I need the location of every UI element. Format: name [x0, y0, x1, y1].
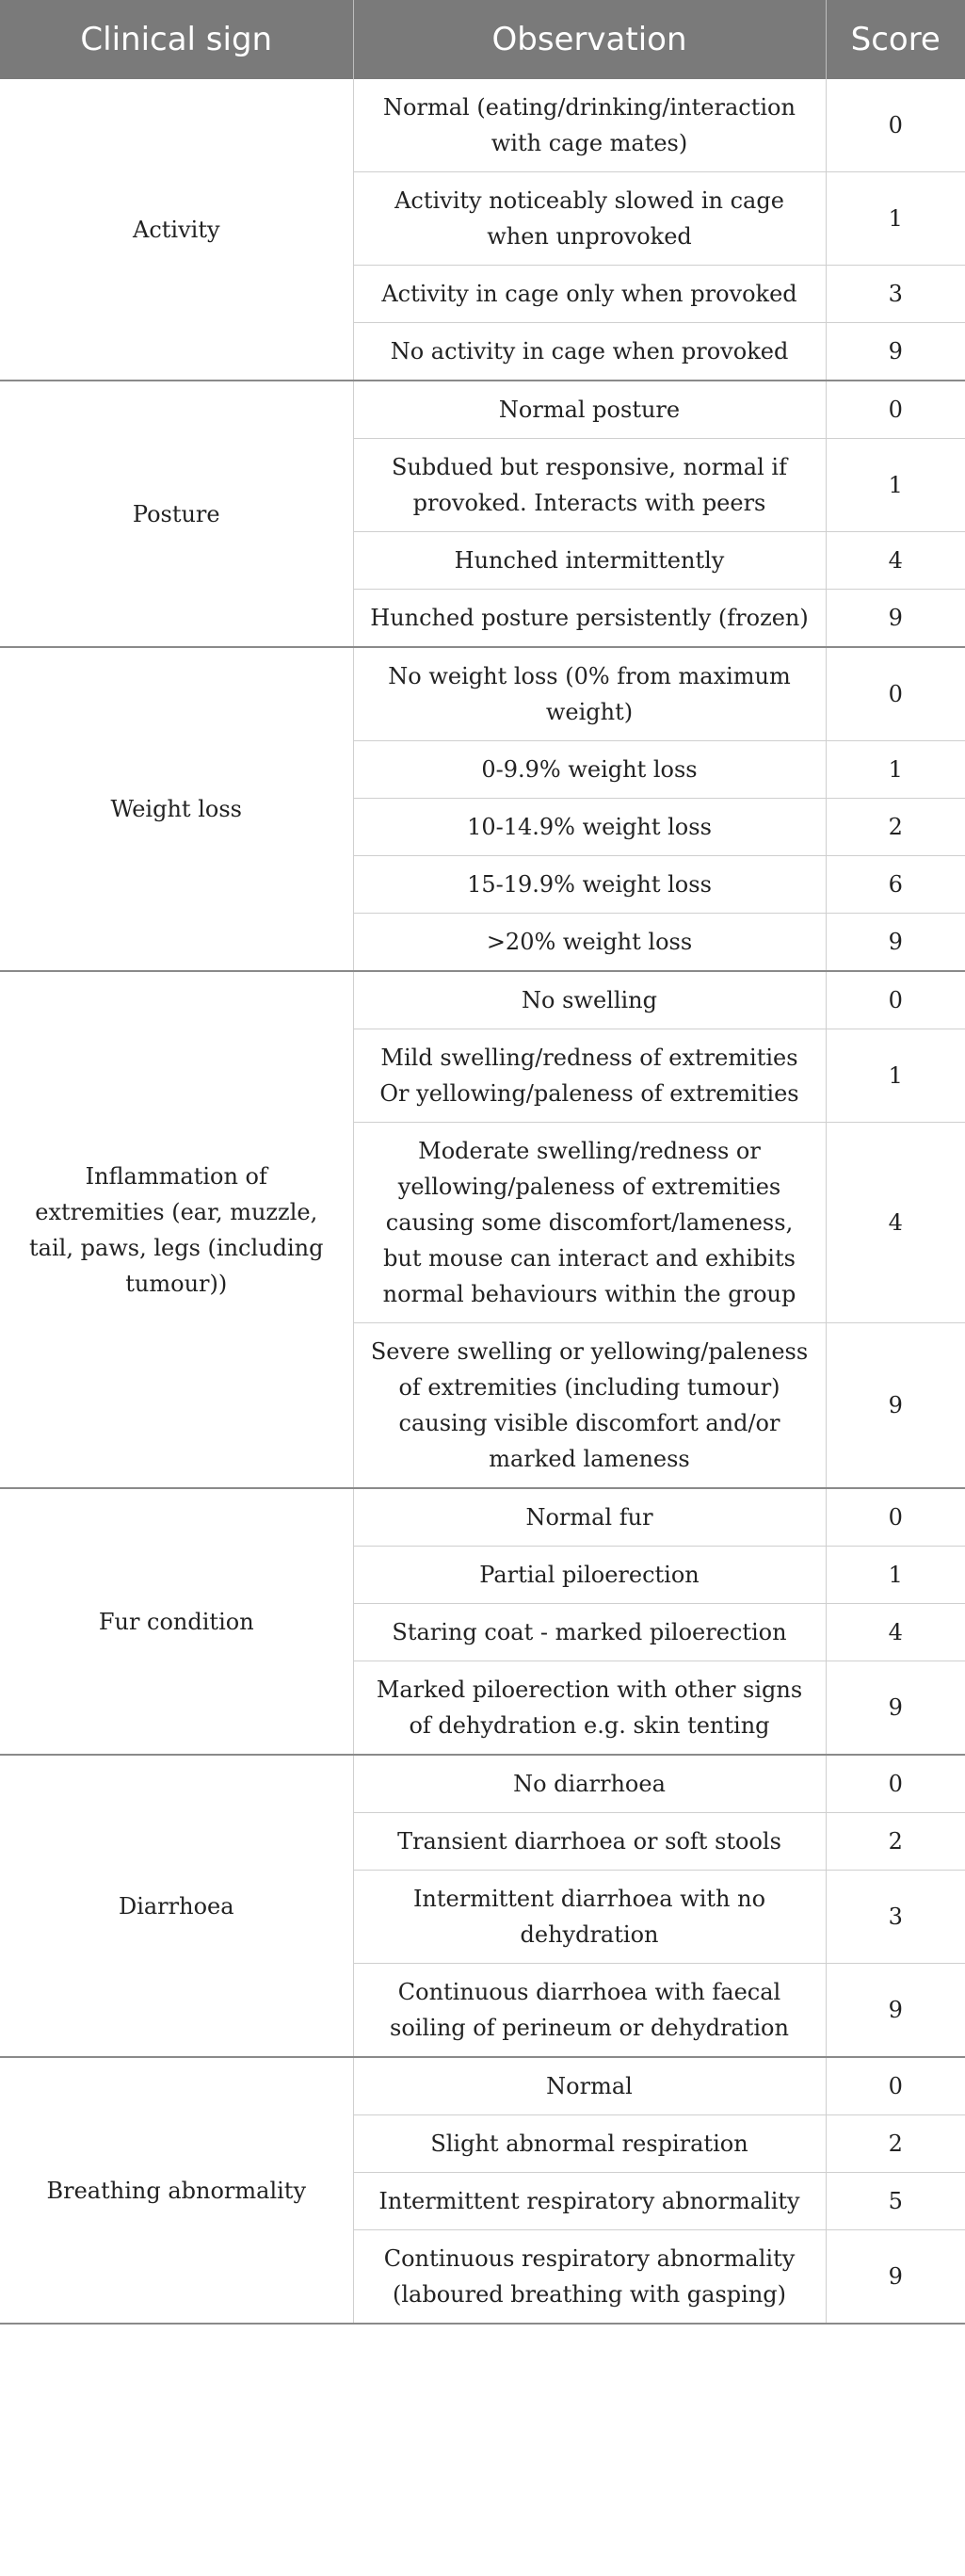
clinical-sign-cell: Breathing abnormality: [0, 2057, 353, 2324]
observation-cell: Slight abnormal respiration: [353, 2115, 826, 2173]
table-row: [0, 381, 965, 439]
observation-cell: Moderate swelling/redness or yellowing/paleness of extremities causing some discomfort/lameness, but mouse can interact and exhibits normal behaviours within the group: [353, 1123, 826, 1323]
score-cell: 5: [826, 2173, 965, 2230]
clinical-sign-cell: Weight loss: [0, 647, 353, 971]
observation-cell: Normal: [353, 2057, 826, 2115]
clinical-sign-cell: Posture: [0, 381, 353, 647]
score-cell: 4: [826, 1604, 965, 1661]
observation-cell: Mild swelling/redness of extremities Or yellowing/paleness of extremities: [353, 1029, 826, 1123]
observation-cell: Normal fur: [353, 1488, 826, 1547]
score-cell: 0: [826, 381, 965, 439]
observation-cell: Continuous respiratory abnormality (laboured breathing with gasping): [353, 2230, 826, 2325]
observation-cell: Hunched posture persistently (frozen): [353, 590, 826, 648]
score-cell: 1: [826, 1029, 965, 1123]
score-cell: 1: [826, 741, 965, 799]
score-cell: 4: [826, 1123, 965, 1323]
header-row: [0, 0, 965, 79]
score-cell: 3: [826, 1871, 965, 1964]
table-row: [0, 79, 965, 172]
table-row: [0, 1755, 965, 1813]
score-cell: 0: [826, 647, 965, 741]
score-cell: 0: [826, 1488, 965, 1547]
score-cell: 2: [826, 2115, 965, 2173]
score-cell: 0: [826, 971, 965, 1029]
table-row: [0, 2057, 965, 2115]
table-row: [0, 971, 965, 1029]
observation-cell: >20% weight loss: [353, 914, 826, 972]
clinical-sign-cell: Inflammation of extremities (ear, muzzle, tail, paws, legs (including tumour)): [0, 971, 353, 1488]
observation-cell: No weight loss (0% from maximum weight): [353, 647, 826, 741]
header-clinical-sign: Clinical sign: [0, 0, 353, 79]
score-cell: 9: [826, 1661, 965, 1756]
observation-cell: Normal (eating/drinking/interaction with cage mates): [353, 79, 826, 172]
score-cell: 9: [826, 914, 965, 972]
observation-cell: No swelling: [353, 971, 826, 1029]
score-cell: 3: [826, 266, 965, 323]
clinical-sign-cell: Activity: [0, 79, 353, 381]
clinical-sign-cell: Fur condition: [0, 1488, 353, 1755]
table-row: [0, 1488, 965, 1547]
score-cell: 2: [826, 1813, 965, 1871]
observation-cell: No diarrhoea: [353, 1755, 826, 1813]
score-cell: 2: [826, 799, 965, 856]
observation-cell: Severe swelling or yellowing/paleness of extremities (including tumour) causing visible discomfort and/or marked lameness: [353, 1323, 826, 1489]
score-cell: 1: [826, 172, 965, 266]
observation-cell: Transient diarrhoea or soft stools: [353, 1813, 826, 1871]
score-cell: 0: [826, 79, 965, 172]
observation-cell: Activity noticeably slowed in cage when unprovoked: [353, 172, 826, 266]
table-row: [0, 647, 965, 741]
header-observation: Observation: [353, 0, 826, 79]
observation-cell: Activity in cage only when provoked: [353, 266, 826, 323]
observation-cell: Normal posture: [353, 381, 826, 439]
observation-cell: Intermittent diarrhoea with no dehydration: [353, 1871, 826, 1964]
observation-cell: Continuous diarrhoea with faecal soiling of perineum or dehydration: [353, 1964, 826, 2058]
score-cell: 9: [826, 323, 965, 381]
observation-cell: 0-9.9% weight loss: [353, 741, 826, 799]
observation-cell: 10-14.9% weight loss: [353, 799, 826, 856]
score-cell: 1: [826, 439, 965, 532]
score-cell: 9: [826, 1964, 965, 2058]
score-cell: 4: [826, 532, 965, 590]
observation-cell: Partial piloerection: [353, 1547, 826, 1604]
observation-cell: No activity in cage when provoked: [353, 323, 826, 381]
observation-cell: 15-19.9% weight loss: [353, 856, 826, 914]
score-cell: 6: [826, 856, 965, 914]
observation-cell: Subdued but responsive, normal if provoked. Interacts with peers: [353, 439, 826, 532]
score-cell: 1: [826, 1547, 965, 1604]
observation-cell: Staring coat - marked piloerection: [353, 1604, 826, 1661]
score-cell: 0: [826, 2057, 965, 2115]
observation-cell: Hunched intermittently: [353, 532, 826, 590]
table-body: [0, 79, 965, 2324]
score-cell: 0: [826, 1755, 965, 1813]
score-cell: 9: [826, 2230, 965, 2325]
clinical-sign-cell: Diarrhoea: [0, 1755, 353, 2057]
score-cell: 9: [826, 1323, 965, 1489]
score-cell: 9: [826, 590, 965, 648]
observation-cell: Marked piloerection with other signs of dehydration e.g. skin tenting: [353, 1661, 826, 1756]
header-score: Score: [826, 0, 965, 79]
observation-cell: Intermittent respiratory abnormality: [353, 2173, 826, 2230]
table-header: [0, 0, 965, 79]
